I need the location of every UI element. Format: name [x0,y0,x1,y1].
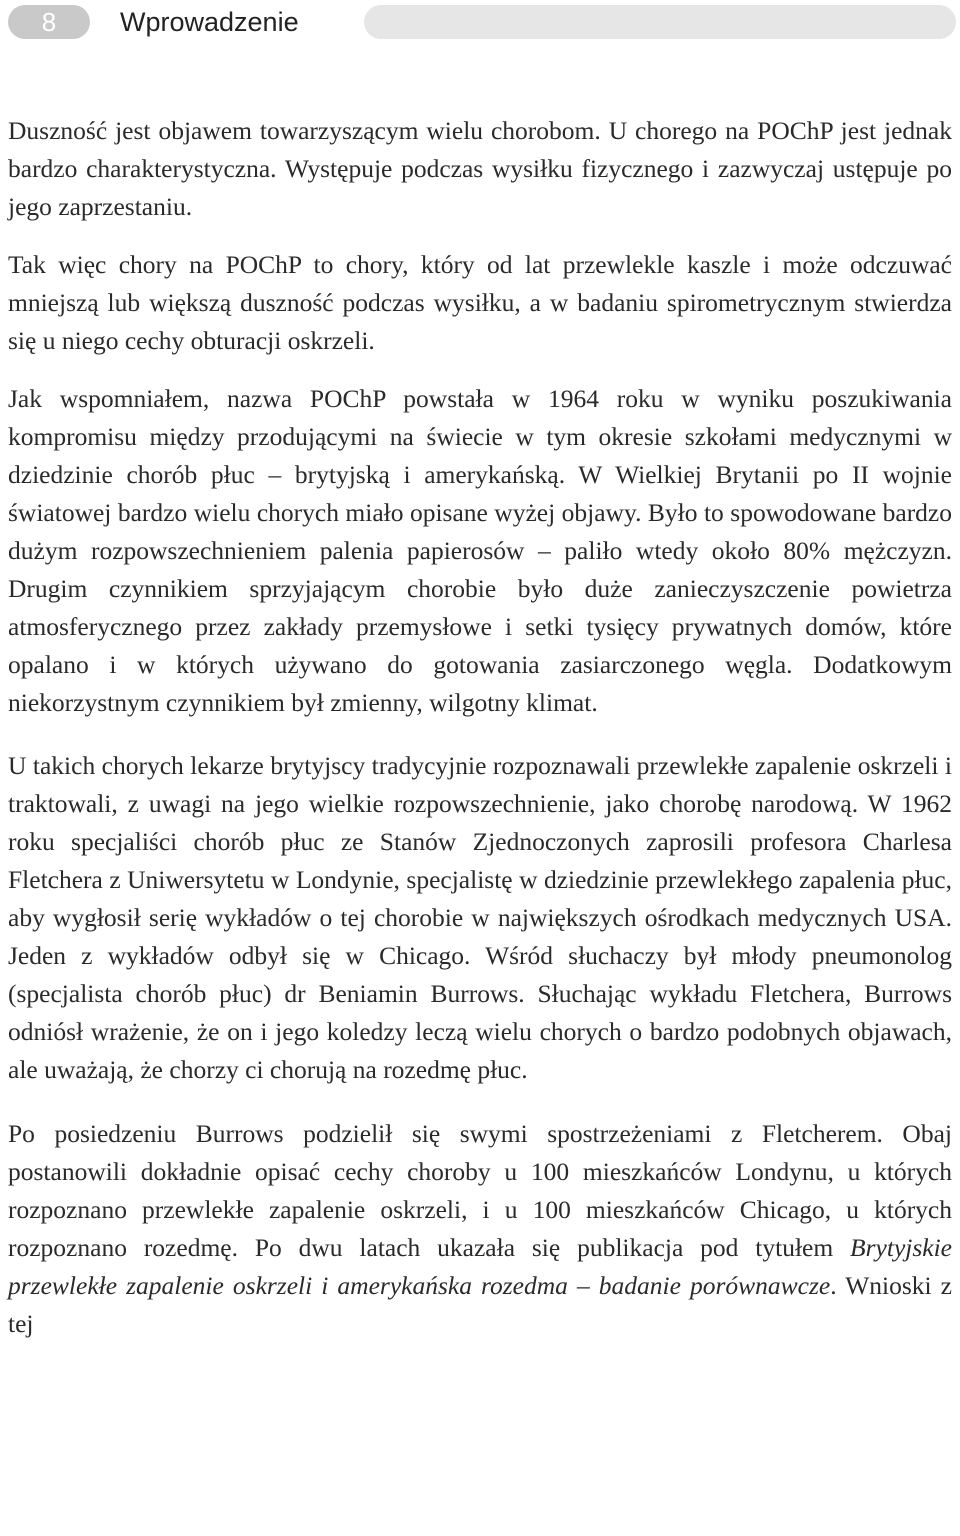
publication-title: Brytyjskie przewlekłe zapalenie oskrzeli i amerykańska rozedma – badanie porównawcze [8,1233,952,1300]
paragraph-fletcher-burrows: U takich chorych lekarze brytyjscy tradycyjnie rozpoznawali przewlekłe zapalenie oskrzeli i traktowali, z uwagi na jego wielkie rozpowszechnienie, jako chorobę narodową. W 1962 roku specjaliści chorób płuc ze Stanów Zjednoczonych zaprosili profesora Charlesa Fletchera z Uniwersytetu w Londynie, specjalistę w dziedzinie przewlekłego zapalenia płuc, aby wygłosił serię wykładów o tej chorobie w największych ośrodkach medycznych USA. Jeden z wykładów odbył się w Chicago. Wśród słuchaczy był młody pneumonolog (specjalista chorób płuc) dr Beniamin Burrows. Słuchając wykładu Fletchera, Burrows odniósł wrażenie, że on i jego koledzy leczą wielu chorych o bardzo podobnych objawach, ale uważają, że chorzy ci chorują na rozedmę płuc. [8,751,952,1084]
page-header [0,0,960,44]
paragraph-publication [8,1115,952,1343]
publication-text-before: Po posiedzeniu Burrows podzielił się swymi spostrzeżeniami z Fletcherem. Obaj postanowili dokładnie opisać cechy choroby u 100 mieszkańców Londynu, u których rozpoznano przewlekłe zapalenie oskrzeli, i u 100 mieszkańców Chicago, u których rozpoznano rozedmę. Po dwu latach ukazała się publikacja pod tytułem [8,1119,952,1262]
paragraph-dyspnea: Duszność jest objawem towarzyszącym wielu chorobom. U chorego na POChP jest jednak bardzo charakterystyczna. Występuje podczas wysiłku fizycznego i zazwyczaj ustępuje po jego zaprzestaniu. [8,116,952,221]
paragraph-pochp-patient: Tak więc chory na POChP to chory, który od lat przewlekle kaszle i może odczuwać mniejszą lub większą duszność podczas wysiłku, a w badaniu spirometrycznym stwierdza się u niego cechy obturacji oskrzeli. [8,250,952,355]
header-decorative-bar [364,5,956,39]
section-title: Wprowadzenie [120,7,299,37]
page-number-badge: 8 [8,5,90,39]
publication-text-after: . Wnioski z tej [8,1271,952,1338]
paragraph-pochp-origin: Jak wspomniałem, nazwa POChP powstała w 1964 roku w wyniku poszukiwania kompromisu między przodującymi na świecie w tym okresie szkołami medycznymi w dziedzinie chorób płuc – brytyjską i amerykańską. W Wielkiej Brytanii po II wojnie światowej bardzo wielu chorych miało opisane wyżej objawy. Było to spowodowane bardzo dużym rozpowszechnieniem palenia papierosów – paliło wtedy około 80% mężczyzn. Drugim czynnikiem sprzyjającym chorobie było duże zanieczyszczenie powietrza atmosferycznego przez zakłady przemysłowe i setki tysięcy prywatnych domów, które opalano i w których używano do gotowania zasiarczonego węgla. Dodatkowym niekorzystnym czynnikiem był zmienny, wilgotny klimat. [8,384,952,717]
page-body [8,112,952,1363]
